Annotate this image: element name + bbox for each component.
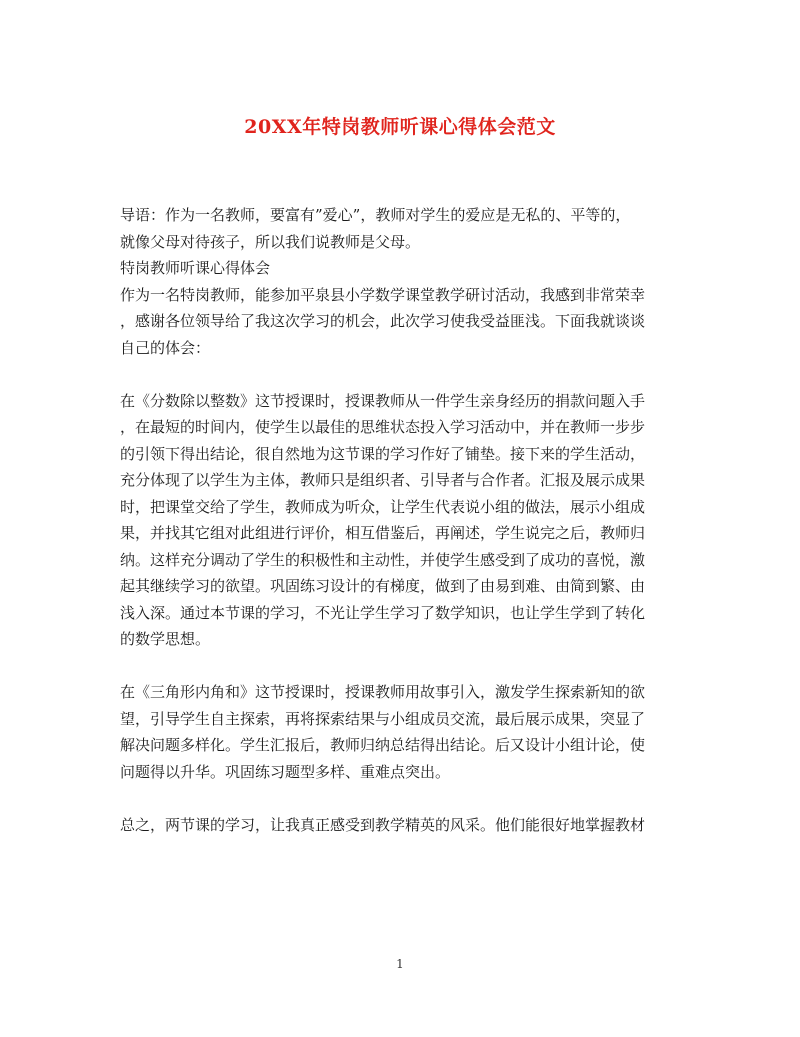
text-line: 时，把课堂交给了学生，教师成为听众，让学生代表说小组的做法，展示小组成 <box>120 497 646 516</box>
text-line: 问题得以升华。巩固练习题型多样、重难点突出。 <box>120 762 451 781</box>
document-body <box>120 202 682 838</box>
text-line: ，感谢各位领导给了我这次学习的机会，此次学习使我受益匪浅。下面我就谈谈 <box>120 312 646 330</box>
paragraph-3 <box>120 679 682 785</box>
text-line: 就像父母对待孩子，所以我们说教师是父母。 <box>120 232 421 251</box>
text-line: 在《分数除以整数》这节授课时，授课教师从一件学生亲身经历的捐款问题入手 <box>120 391 646 410</box>
intro-paragraph <box>120 202 682 255</box>
document-title: 20XX年特岗教师听课心得体会范文 <box>244 116 556 138</box>
text-line: 果，并找其它组对此组进行评价，相互借鉴后，再阐述，学生说完之后，教师归 <box>120 524 646 542</box>
paragraph-2 <box>120 388 682 653</box>
text-line: 充分体现了以学生为主体，教师只是组织者、引导者与合作者。汇报及展示成果 <box>120 471 646 489</box>
text-line: 作为一名特岗教师，能参加平泉县小学数学课堂教学研讨活动，我感到非常荣幸 <box>120 285 646 304</box>
section-subtitle: 特岗教师听课心得体会 <box>120 259 271 277</box>
text-line: 在《三角形内角和》这节授课时，授课教师用故事引入，激发学生探索新知的欲 <box>120 683 646 701</box>
text-line: 导语：作为一名教师，要富有”爱心”，教师对学生的爱应是无私的、平等的， <box>120 206 631 224</box>
paragraph-1 <box>120 282 682 362</box>
paragraph-gap <box>120 653 682 680</box>
text-line: 的数学思想。 <box>120 630 211 648</box>
paragraph-4 <box>120 812 682 839</box>
text-line: 总之，两节课的学习，让我真正感受到教学精英的风采。他们能很好地掌握教材 <box>120 815 646 834</box>
text-line: 起其继续学习的欲望。巩固练习设计的有梯度，做到了由易到难、由简到繁、由 <box>120 577 646 595</box>
text-line: 浅入深。通过本节课的学习，不光让学生学习了数学知识，也让学生学到了转化 <box>120 603 646 622</box>
text-line: 解决问题多样化。学生汇报后，教师归纳总结得出结论。后又设计小组计论，使 <box>120 736 646 754</box>
paragraph-gap <box>120 785 682 812</box>
page-number: 1 <box>396 957 404 971</box>
text-line: 的引领下得出结论，很自然地为这节课的学习作好了铺垫。接下来的学生活动， <box>120 444 646 463</box>
text-line: 纳。这样充分调动了学生的积极性和主动性，并使学生感受到了成功的喜悦，激 <box>120 550 646 569</box>
text-line: ，在最短的时间内，使学生以最佳的思维状态投入学习活动中，并在教师一步步 <box>120 418 646 436</box>
text-line: 望，引导学生自主探索，再将探索结果与小组成员交流，最后展示成果，突显了 <box>120 709 646 728</box>
text-line: 自己的体会： <box>120 338 211 357</box>
paragraph-gap <box>120 361 682 388</box>
